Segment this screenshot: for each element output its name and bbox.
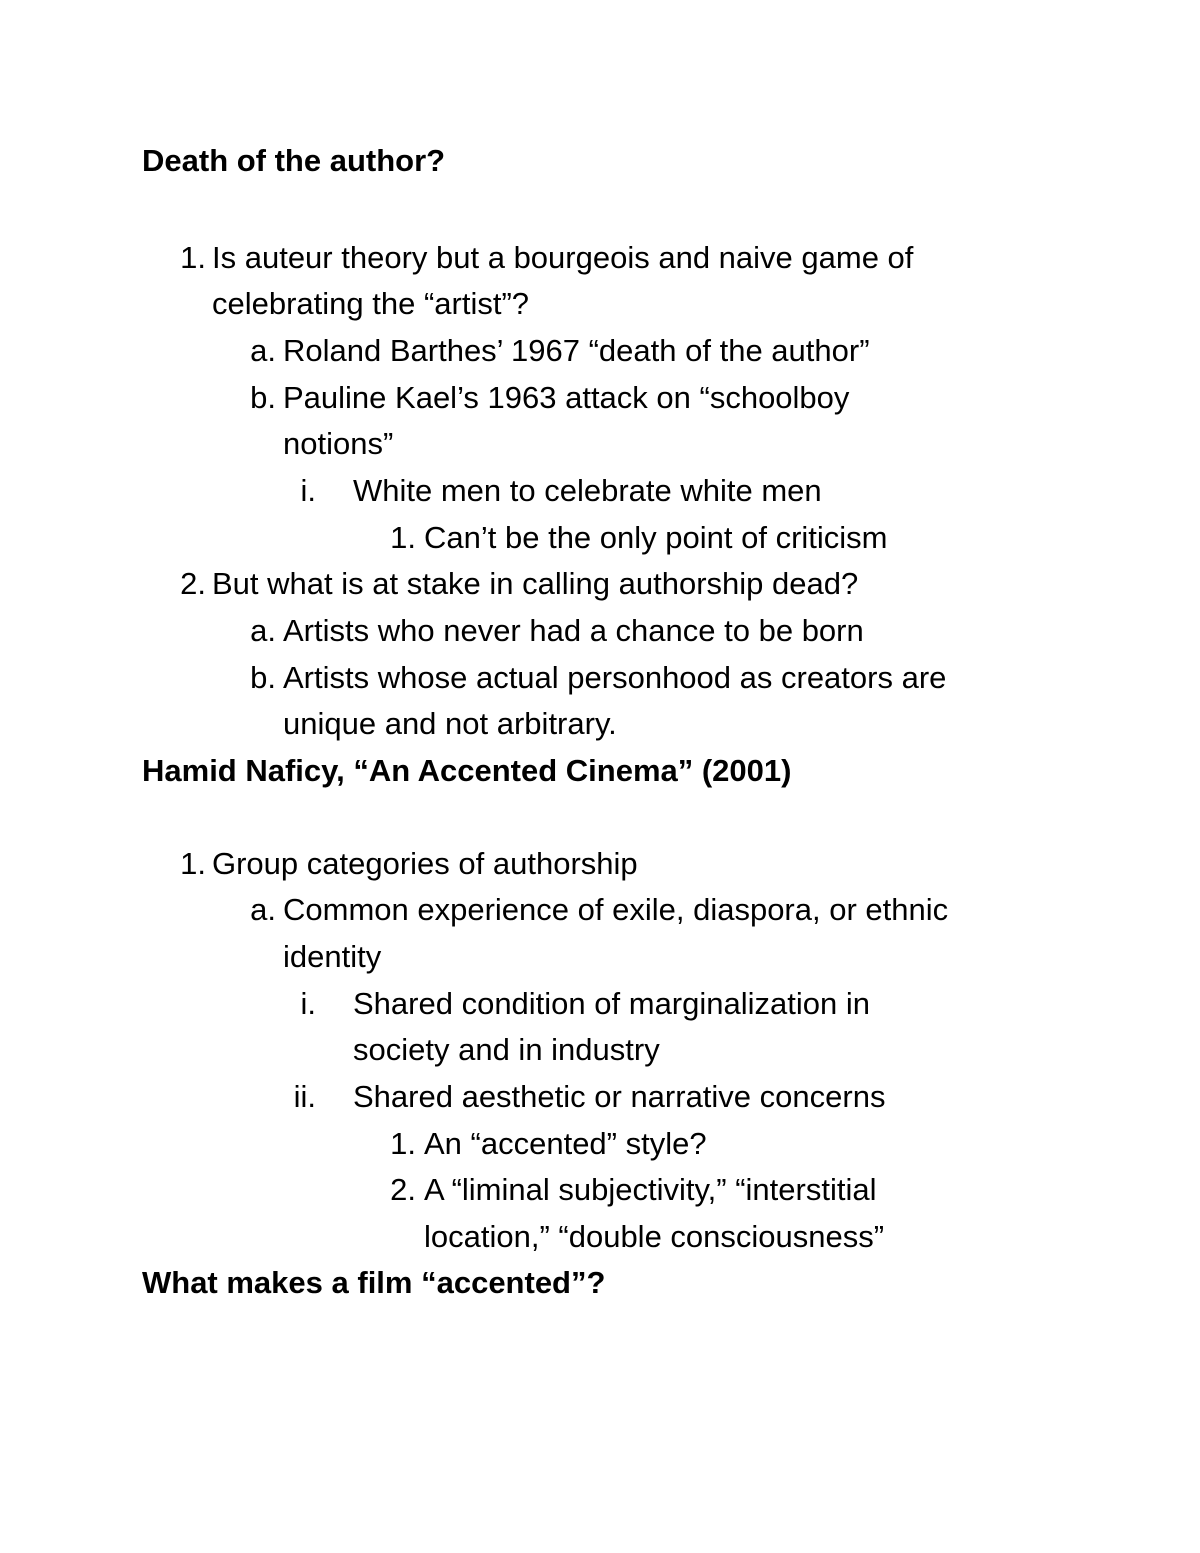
list-item-text: White men to celebrate white men xyxy=(353,473,822,508)
heading-what-makes-a-film-accented: What makes a film “accented”? xyxy=(142,1265,606,1300)
list-item-text: A “liminal subjectivity,” “interstitial xyxy=(424,1172,877,1207)
list-marker: 1. xyxy=(180,240,206,275)
list-item-text: Group categories of authorship xyxy=(212,846,638,881)
list-marker: 2. xyxy=(390,1172,416,1207)
list-item-text: Pauline Kael’s 1963 attack on “schoolboy xyxy=(283,380,850,415)
list-item-text: Roland Barthes’ 1967 “death of the author” xyxy=(283,333,870,368)
list-item-text: location,” “double consciousness” xyxy=(424,1219,885,1254)
list-item-text: An “accented” style? xyxy=(424,1126,707,1161)
heading-hamid-naficy: Hamid Naficy, “An Accented Cinema” (2001) xyxy=(142,753,792,788)
list-item-text: Shared aesthetic or narrative concerns xyxy=(353,1079,886,1114)
list-item-text: But what is at stake in calling authorship dead? xyxy=(212,566,859,601)
list-item-text: identity xyxy=(283,939,382,974)
list-item-text: Can’t be the only point of criticism xyxy=(424,520,888,555)
list-item-text: notions” xyxy=(283,426,394,461)
list-marker: 2. xyxy=(180,566,206,601)
list-item-text: celebrating the “artist”? xyxy=(212,286,530,321)
list-marker: i. xyxy=(300,986,316,1021)
list-marker: a. xyxy=(250,892,276,927)
list-marker: b. xyxy=(250,660,276,695)
list-marker: b. xyxy=(250,380,276,415)
list-item-text: Artists whose actual personhood as creators are xyxy=(283,660,947,695)
list-item-text: Artists who never had a chance to be born xyxy=(283,613,864,648)
list-marker: a. xyxy=(250,333,276,368)
list-marker: 1. xyxy=(390,1126,416,1161)
list-marker: a. xyxy=(250,613,276,648)
list-item-text: Common experience of exile, diaspora, or ethnic xyxy=(283,892,949,927)
list-item-text: Is auteur theory but a bourgeois and naive game of xyxy=(212,240,914,275)
list-item-text: Shared condition of marginalization in xyxy=(353,986,870,1021)
list-marker: i. xyxy=(300,473,316,508)
list-marker: 1. xyxy=(180,846,206,881)
list-item-text: society and in industry xyxy=(353,1032,660,1067)
list-marker: 1. xyxy=(390,520,416,555)
list-marker: ii. xyxy=(293,1079,316,1114)
heading-death-of-the-author: Death of the author? xyxy=(142,143,446,178)
list-item-text: unique and not arbitrary. xyxy=(283,706,617,741)
